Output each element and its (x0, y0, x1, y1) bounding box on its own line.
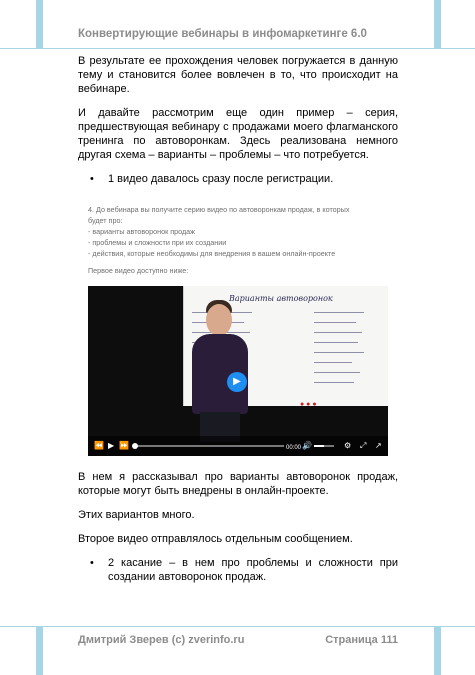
paragraph-1: В результате ее прохождения человек погружается в данную тему и становится более вовлечен в то, что происходит на вебинаре. (78, 55, 398, 95)
board-line (314, 342, 358, 343)
fullscreen-icon[interactable]: ⤢ (360, 441, 367, 450)
bullet-item-1 (78, 172, 398, 186)
play-icon[interactable]: ▶ (227, 372, 247, 392)
embed-line-1: 4. До вебинара вы получите серию видео по автоворонкам продаж, в которых (88, 205, 350, 214)
progress-knob[interactable] (132, 443, 138, 449)
left-bottom-bar (36, 626, 43, 675)
video-controls (88, 436, 388, 456)
right-bottom-bar (434, 626, 441, 675)
whiteboard-title: Варианты автоворонок (229, 294, 333, 303)
board-line (314, 322, 356, 323)
embedded-screenshot (88, 204, 400, 454)
bullet-2-text: 2 касание – в нем про проблемы и сложности при создании автоворонок продаж. (108, 557, 398, 583)
paragraph-5: Второе видео отправлялось отдельным сообщением. (78, 533, 353, 545)
volume-fill (314, 445, 324, 447)
footer-author: Дмитрий Зверев (c) zverinfo.ru (78, 634, 245, 646)
embed-line-2: будет про: (88, 216, 123, 225)
bullet-dot: • (90, 173, 94, 185)
bullet-item-2 (78, 556, 398, 584)
video-player[interactable] (88, 286, 388, 456)
embed-line-3: - варианты автоворонок продаж (88, 227, 195, 236)
forward-icon[interactable]: ⏩ (119, 441, 129, 450)
bullet-dot: • (90, 557, 94, 569)
footer-page-number: Страница 111 (325, 634, 398, 646)
embed-text-block (88, 204, 400, 276)
external-link-icon[interactable]: ↗ (375, 441, 382, 450)
right-top-bar (434, 0, 441, 48)
page-header-title: Конвертирующие вебинары в инфомаркетинге 6.0 (78, 28, 367, 40)
rewind-icon[interactable]: ⏪ (94, 441, 104, 450)
board-line (314, 352, 364, 353)
markers: ● ● ● (300, 401, 317, 408)
embed-line-5: - действия, которые необходимы для внедрения в вашем онлайн-проекте (88, 249, 336, 258)
embed-line-4: - проблемы и сложности при их создании (88, 238, 227, 247)
first-video-label: Первое видео доступно ниже: (88, 266, 189, 275)
footer-rule (0, 626, 475, 627)
left-top-bar (36, 0, 43, 48)
bullet-1-text: 1 видео давалось сразу после регистрации. (108, 173, 334, 185)
board-line (314, 312, 364, 313)
time-display: 00:00 (286, 445, 302, 451)
play-icon[interactable]: ▶ (108, 441, 115, 450)
board-line (314, 372, 360, 373)
presenter-head (206, 304, 232, 336)
progress-track[interactable] (134, 445, 284, 447)
paragraph-4: Этих вариантов много. (78, 509, 195, 521)
page-content (78, 54, 398, 594)
volume-icon[interactable]: 🔊 (302, 441, 312, 450)
board-line (314, 382, 354, 383)
paragraph-3: В нем я рассказывал про варианты автоворонок продаж, которые могут быть внедрены в онлайн-проекте. (78, 471, 398, 497)
header-rule (0, 48, 475, 49)
board-line (314, 332, 362, 333)
board-line (314, 362, 352, 363)
gear-icon[interactable]: ⚙ (344, 441, 352, 450)
paragraph-2: И давайте рассмотрим еще один пример – серия, предшествующая вебинару с продажами моего флагманского тренинга по автоворонкам. Здесь реализована немного другая схема – варианты – проблемы – что потребуется. (78, 107, 398, 161)
